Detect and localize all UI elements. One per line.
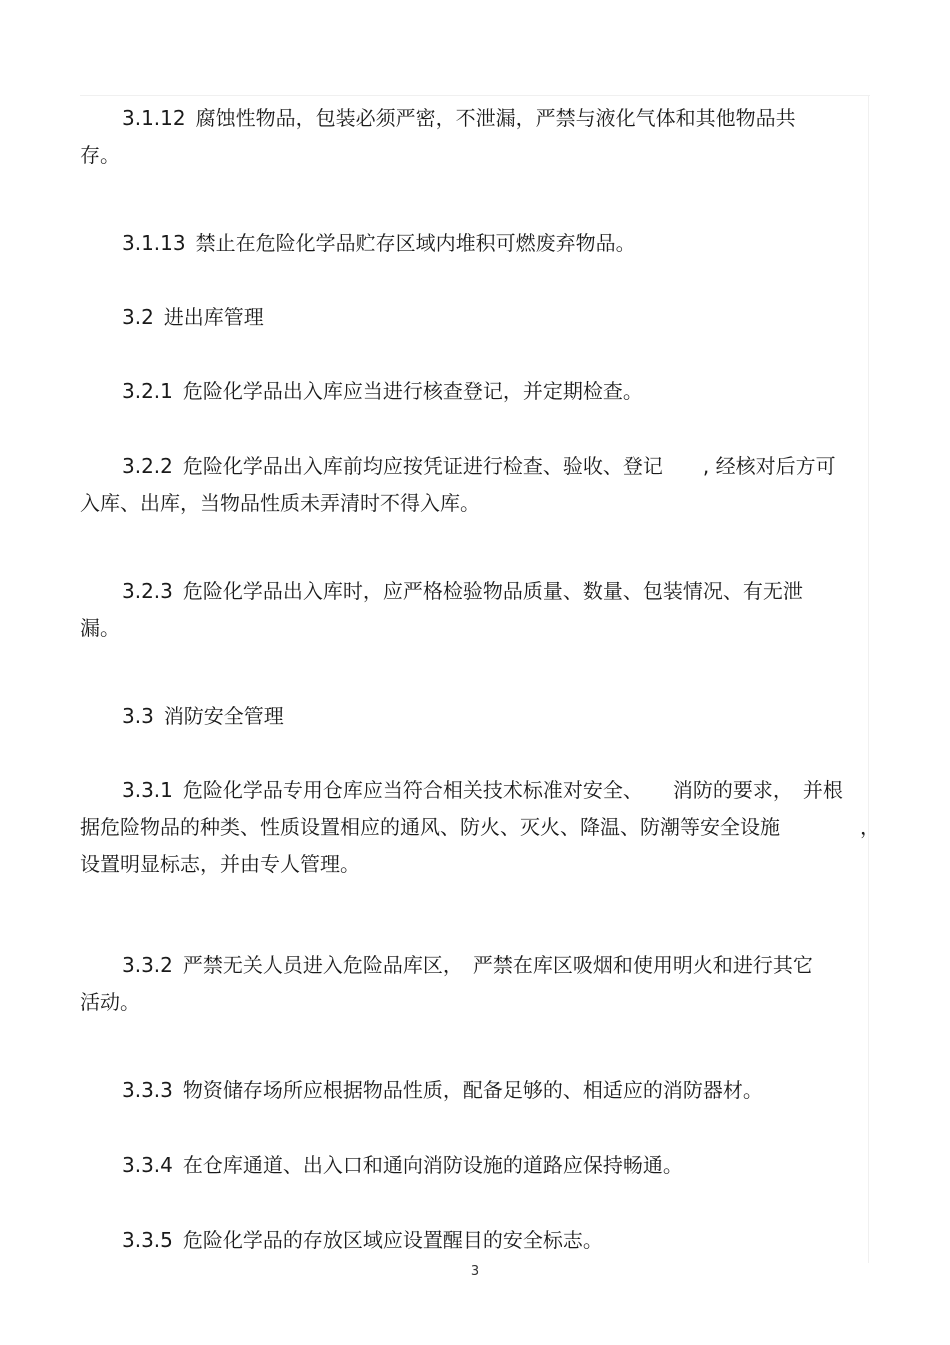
- clause-text: 严禁无关人员进入危险品库区， 严禁在库区吸烟和使用明火和进行其它: [182, 953, 813, 977]
- clause-number: 3.1.12: [122, 106, 186, 130]
- clause-number: 3.2.1: [122, 379, 173, 403]
- clause-number: 3.3.5: [122, 1228, 173, 1252]
- clause-text: 危险化学品的存放区域应设置醒目的安全标志。: [182, 1228, 603, 1252]
- clause-number: 3.1.13: [122, 231, 186, 255]
- section-number: 3.3: [122, 704, 154, 728]
- clause-number: 3.3.4: [122, 1153, 173, 1177]
- section-heading-3-3: [80, 698, 870, 735]
- section-title: 消防安全管理: [163, 704, 284, 728]
- paragraph-3-3-3: [80, 1072, 870, 1109]
- page-frame-top-rule: [80, 95, 870, 96]
- section-heading-3-2: [80, 299, 870, 336]
- clause-number: 3.2.3: [122, 579, 173, 603]
- clause-text: 入库、出库，当物品性质未弄清时不得入库。: [80, 491, 480, 515]
- clause-text: 危险化学品专用仓库应当符合相关技术标准对安全、 消防的要求， 并根: [182, 778, 843, 802]
- paragraph-3-3-5: [80, 1222, 870, 1259]
- clause-text: 据危险物品的种类、性质设置相应的通风、防火、灭火、降温、防潮等安全设施 ，: [80, 815, 880, 839]
- page-number: 3: [470, 1264, 480, 1279]
- clause-text: 危险化学品出入库前均应按凭证进行检查、验收、登记 , 经核对后方可: [182, 454, 836, 478]
- clause-text: 禁止在危险化学品贮存区域内堆积可燃废弃物品。: [195, 231, 636, 255]
- paragraph-3-3-1: [80, 772, 880, 883]
- clause-text: 设置明显标志，并由专人管理。: [80, 852, 360, 876]
- clause-text: 在仓库通道、出入口和通向消防设施的道路应保持畅通。: [182, 1153, 683, 1177]
- paragraph-3-1-13: [80, 225, 870, 262]
- clause-number: 3.3.3: [122, 1078, 173, 1102]
- clause-text: 危险化学品出入库时，应严格检验物品质量、数量、包装情况、有无泄: [182, 579, 803, 603]
- clause-text: 物资储存场所应根据物品性质，配备足够的、相适应的消防器材。: [182, 1078, 763, 1102]
- clause-number: 3.3.2: [122, 953, 173, 977]
- section-number: 3.2: [122, 305, 154, 329]
- clause-text: 危险化学品出入库应当进行核查登记，并定期检查。: [182, 379, 643, 403]
- paragraph-3-3-2: [80, 947, 870, 1021]
- clause-text: 漏。: [80, 616, 120, 640]
- section-title: 进出库管理: [163, 305, 264, 329]
- clause-number: 3.3.1: [122, 778, 173, 802]
- clause-text: 存。: [80, 143, 120, 167]
- clause-number: 3.2.2: [122, 454, 173, 478]
- clause-text: 活动。: [80, 990, 140, 1014]
- paragraph-3-2-1: [80, 373, 870, 410]
- paragraph-3-1-12: [80, 100, 870, 174]
- paragraph-3-3-4: [80, 1147, 870, 1184]
- paragraph-3-2-3: [80, 573, 870, 647]
- paragraph-3-2-2: [80, 448, 870, 522]
- clause-text: 腐蚀性物品，包装必须严密，不泄漏，严禁与液化气体和其他物品共: [195, 106, 796, 130]
